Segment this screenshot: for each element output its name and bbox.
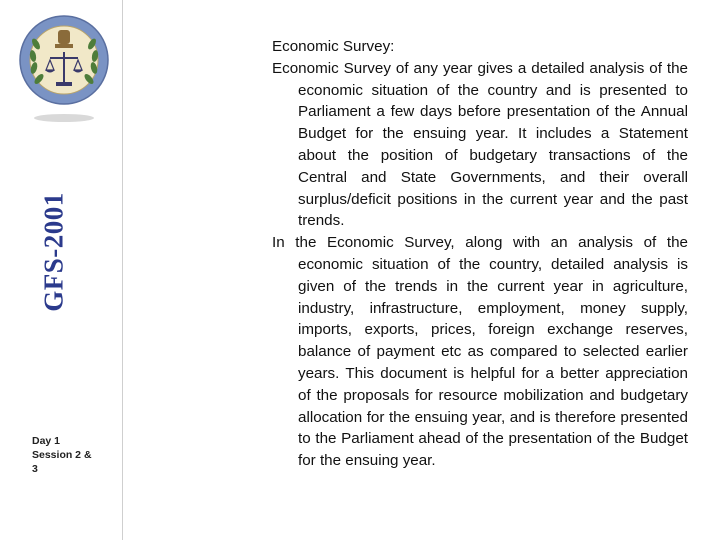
sidebar (0, 0, 122, 540)
cag-emblem-icon (18, 8, 110, 126)
sidebar-divider (122, 0, 123, 540)
paragraph-2: In the Economic Survey, along with an analysis of the economic situation of the country, detailed analysis is given of the trends in the current year in agriculture, industry, infrastructure, employment, money supply, imports, exports, prices, foreign exchange reserves, balance of payment etc as compared to selected earlier years. This document is helpful for a better appreciation of the proposals for resource mobilization and budgetary allocation for the ensuing year, and is therefore presented to the Parliament ahead of the presentation of the Budget for the ensuing year. (272, 234, 688, 470)
session-line-1: Day 1 (32, 435, 61, 447)
session-line-3: 3 (32, 463, 38, 475)
session-label (32, 434, 112, 476)
section-heading: Economic Survey: (272, 38, 395, 55)
paragraph-1: Economic Survey of any year gives a detailed analysis of the economic situation of the country and is presented to Parliament a few days before presentation of the Annual Budget for the ensuing year. It includes a Statement about the position of budgetary transactions of the Central and State Governments, and their overall surplus/deficit positions in the current year and the past trends. (272, 59, 688, 230)
main-content (272, 36, 688, 472)
session-line-2: Session 2 & (32, 449, 92, 461)
document-title: GFS-2001 (38, 192, 69, 312)
